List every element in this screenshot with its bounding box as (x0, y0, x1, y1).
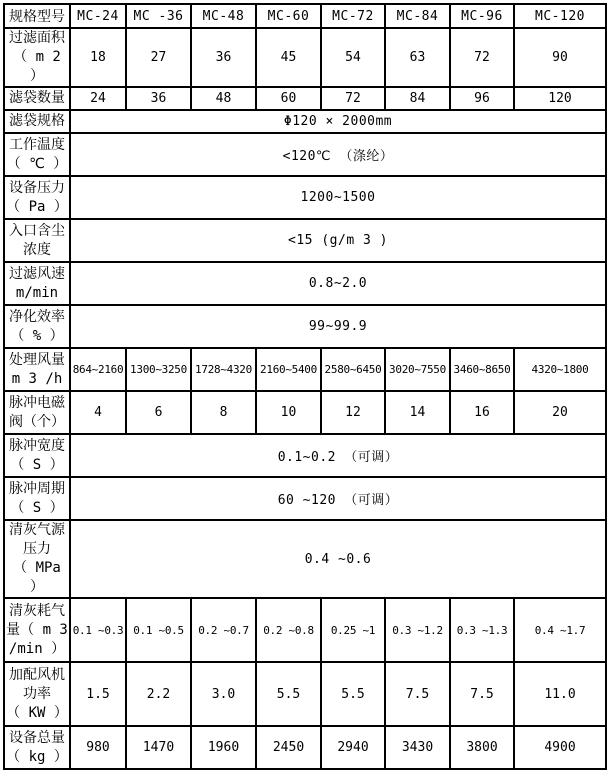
spec-span-value: 0.4 ~0.6 (70, 520, 606, 598)
row-label-line: 清灰气源 (9, 522, 65, 538)
row-label-line: （ ℃ ） (6, 155, 68, 172)
spec-cell: 0.1 ~0.5 (126, 598, 191, 662)
row-label-line: 处理风量 (9, 351, 65, 368)
row-label (4, 391, 70, 434)
spec-cell: 24 (70, 87, 126, 110)
spec-span-value: 0.8~2.0 (70, 262, 606, 305)
table-row (4, 348, 606, 391)
row-label-line: 压力 (23, 541, 51, 557)
row-label-line: 滤袋数量 (9, 90, 65, 106)
row-label-line: （ kg ） (6, 748, 68, 765)
table-row (4, 520, 606, 598)
spec-cell: 0.2 ~0.7 (191, 598, 256, 662)
row-label-line: （ MPa ） (13, 560, 61, 595)
spec-cell: 4 (70, 391, 126, 434)
spec-cell: 7.5 (450, 662, 514, 726)
spec-cell: 1960 (191, 726, 256, 769)
model-column-header: MC-120 (514, 4, 606, 28)
table-row (4, 28, 606, 87)
spec-cell: 0.25 ~1 (321, 598, 385, 662)
spec-cell: 90 (514, 28, 606, 87)
spec-cell: 54 (321, 28, 385, 87)
row-label-line: 净化效率 (9, 308, 65, 325)
model-column-header: MC-96 (450, 4, 514, 28)
spec-cell: 6 (126, 391, 191, 434)
spec-span-value: 1200~1500 (70, 176, 606, 219)
table-row (4, 662, 606, 726)
spec-cell: 1470 (126, 726, 191, 769)
row-label (4, 726, 70, 769)
spec-cell: 864~2160 (70, 348, 126, 391)
spec-cell: 0.1 ~0.3 (70, 598, 126, 662)
row-label-line: 脉冲电磁 (9, 394, 65, 411)
spec-cell: 96 (450, 87, 514, 110)
spec-cell: 980 (70, 726, 126, 769)
row-label (4, 477, 70, 520)
model-column-header: MC-24 (70, 4, 126, 28)
table-row (4, 133, 606, 176)
spec-cell: 1728~4320 (191, 348, 256, 391)
row-label (4, 662, 70, 726)
table-row (4, 598, 606, 662)
spec-cell: 3430 (385, 726, 450, 769)
model-column-header: MC-48 (191, 4, 256, 28)
spec-cell: 3.0 (191, 662, 256, 726)
row-label-line: 脉冲周期 (9, 480, 65, 497)
spec-cell: 4900 (514, 726, 606, 769)
spec-cell: 12 (321, 391, 385, 434)
spec-cell: 84 (385, 87, 450, 110)
spec-cell: 16 (450, 391, 514, 434)
spec-cell: 2.2 (126, 662, 191, 726)
spec-cell: 7.5 (385, 662, 450, 726)
row-label (4, 87, 70, 110)
row-label-line: （ m 2 ） (13, 49, 61, 84)
spec-cell: 45 (256, 28, 321, 87)
row-label (4, 262, 70, 305)
row-label-line: （ S ） (10, 499, 64, 516)
row-label (4, 520, 70, 598)
row-label-line: 过滤风速 (9, 265, 65, 282)
spec-cell: 72 (450, 28, 514, 87)
row-label (4, 219, 70, 262)
row-label-line: （ % ） (10, 327, 64, 344)
spec-cell: 14 (385, 391, 450, 434)
spec-cell: 36 (191, 28, 256, 87)
row-label-line: 清灰耗气 (9, 602, 65, 619)
spec-cell: 0.3 ~1.2 (385, 598, 450, 662)
model-column-header: MC-60 (256, 4, 321, 28)
row-label (4, 305, 70, 348)
spec-span-value: 99~99.9 (70, 305, 606, 348)
spec-cell: 10 (256, 391, 321, 434)
spec-cell: 0.3 ~1.3 (450, 598, 514, 662)
spec-cell: 11.0 (514, 662, 606, 726)
spec-cell: 27 (126, 28, 191, 87)
row-label-line: 浓度 (23, 241, 51, 258)
spec-cell: 3460~8650 (450, 348, 514, 391)
spec-cell: 20 (514, 391, 606, 434)
spec-table (3, 3, 607, 770)
model-column-header: MC-72 (321, 4, 385, 28)
spec-cell: 2580~6450 (321, 348, 385, 391)
spec-cell: 48 (191, 87, 256, 110)
spec-cell: 3800 (450, 726, 514, 769)
row-label-line: 阀（个） (9, 413, 65, 430)
row-label-line: 设备总量 (9, 729, 65, 746)
row-label-line: 工作温度 (9, 136, 65, 153)
row-label-line: /min ） (8, 640, 66, 657)
spec-model-header-label: 规格型号 (4, 4, 70, 28)
row-label-line: 加配风机 (9, 666, 65, 683)
table-row (4, 219, 606, 262)
spec-cell: 5.5 (256, 662, 321, 726)
spec-cell: 1300~3250 (126, 348, 191, 391)
row-label-line: （ Pa ） (6, 198, 68, 215)
spec-cell: 1.5 (70, 662, 126, 726)
table-row (4, 477, 606, 520)
spec-cell: 5.5 (321, 662, 385, 726)
table-row (4, 305, 606, 348)
row-label-line: 设备压力 (9, 179, 65, 196)
table-row (4, 262, 606, 305)
spec-cell: 0.4 ~1.7 (514, 598, 606, 662)
row-label-line: 滤袋规格 (9, 113, 65, 129)
row-label-line: 过滤面积 (9, 30, 65, 46)
spec-span-value: 60 ~120 （可调） (70, 477, 606, 520)
spec-cell: 2160~5400 (256, 348, 321, 391)
model-column-header: MC -36 (126, 4, 191, 28)
spec-cell: 63 (385, 28, 450, 87)
spec-span-value: <15 (g/m 3 ) (70, 219, 606, 262)
table-row (4, 434, 606, 477)
row-label (4, 133, 70, 176)
row-label (4, 110, 70, 133)
spec-cell: 36 (126, 87, 191, 110)
table-row (4, 110, 606, 133)
spec-cell: 60 (256, 87, 321, 110)
row-label-line: m/min (15, 284, 59, 301)
header-row (4, 4, 606, 28)
spec-cell: 3020~7550 (385, 348, 450, 391)
row-label-line: （ S ） (10, 456, 64, 473)
row-label-line: m 3 /h (11, 370, 63, 387)
row-label-line: 量（ m 3 (6, 621, 68, 638)
row-label (4, 434, 70, 477)
spec-cell: 8 (191, 391, 256, 434)
row-label (4, 348, 70, 391)
spec-span-value: 0.1~0.2 （可调） (70, 434, 606, 477)
spec-cell: 18 (70, 28, 126, 87)
table-row (4, 176, 606, 219)
spec-cell: 120 (514, 87, 606, 110)
table-row (4, 726, 606, 769)
spec-table-body (4, 28, 606, 769)
row-label-line: （ KW ） (6, 704, 68, 721)
row-label-line: 功率 (23, 685, 51, 702)
spec-cell: 72 (321, 87, 385, 110)
row-label-line: 入口含尘 (9, 222, 65, 239)
row-label (4, 176, 70, 219)
row-label-line: 脉冲宽度 (9, 437, 65, 454)
row-label (4, 598, 70, 662)
spec-span-value: <120℃ （涤纶） (70, 133, 606, 176)
table-row (4, 87, 606, 110)
spec-cell: 2940 (321, 726, 385, 769)
model-column-header: MC-84 (385, 4, 450, 28)
spec-cell: 0.2 ~0.8 (256, 598, 321, 662)
row-label (4, 28, 70, 87)
spec-cell: 4320~1800 (514, 348, 606, 391)
spec-cell: 2450 (256, 726, 321, 769)
spec-span-value: Φ120 × 2000mm (70, 110, 606, 133)
table-row (4, 391, 606, 434)
